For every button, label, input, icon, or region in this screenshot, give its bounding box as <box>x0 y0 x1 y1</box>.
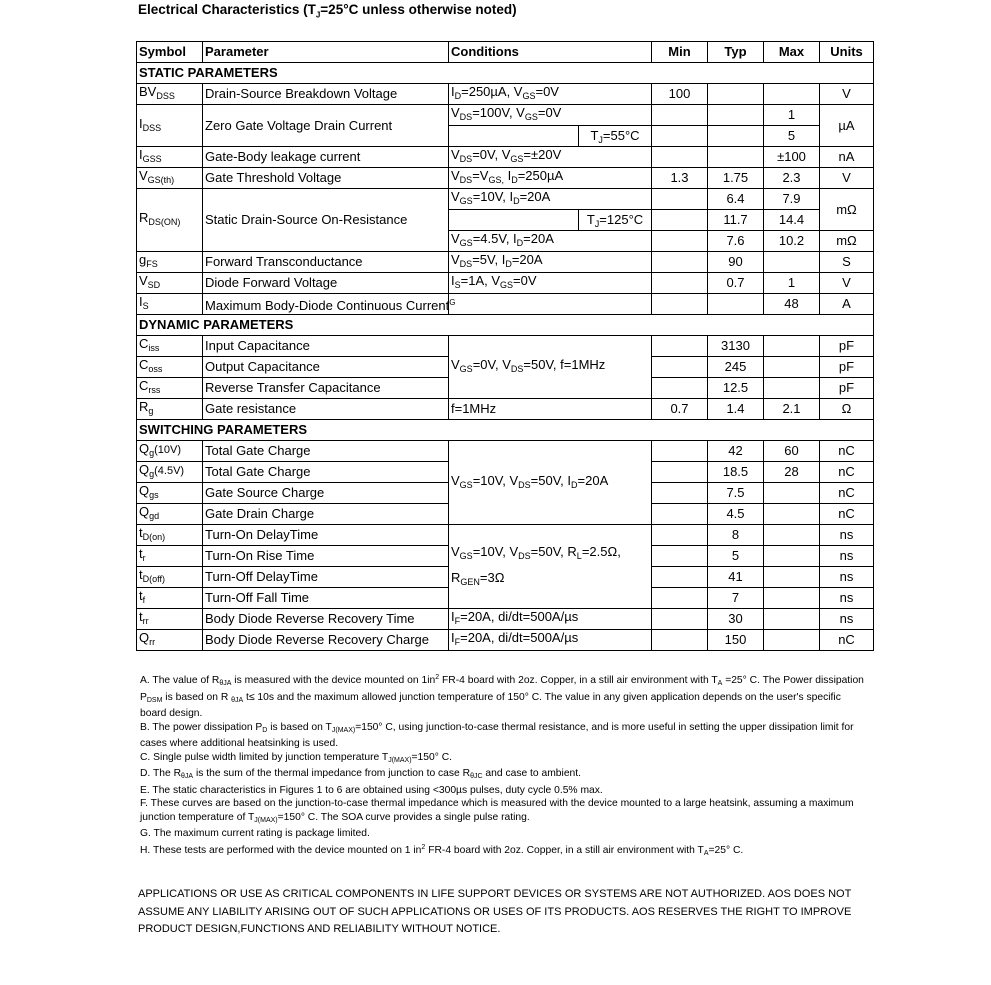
max-cell: 14.4 <box>764 210 820 231</box>
typ-cell <box>708 147 764 168</box>
min-cell <box>652 252 708 273</box>
unit-cell: ns <box>820 588 874 609</box>
min-cell: 100 <box>652 84 708 105</box>
min-cell <box>652 609 708 630</box>
parameter-cell: Drain-Source Breakdown Voltage <box>203 84 449 105</box>
conditions-cell: $I_S=1A$, $V_{GS}=0V$ <box>449 273 652 294</box>
parameter-cell: Total Gate Charge <box>203 441 449 462</box>
unit-cell: nC <box>820 630 874 651</box>
conditions-cell: $V_{DS}=V_{GS,}$ $I_D=250\mu A$ <box>449 168 652 189</box>
symbol-cell: $Q_{rr}$ <box>137 630 203 651</box>
max-cell: ±100 <box>764 147 820 168</box>
symbol-cell: $C_{rss}$ <box>137 378 203 399</box>
max-cell: 7.9 <box>764 189 820 210</box>
symbol-cell: $t_r$ <box>137 546 203 567</box>
symbol-cell: $I_{DSS}$ <box>137 105 203 147</box>
typ-cell <box>708 126 764 147</box>
parameter-cell: Body Diode Reverse Recovery Charge <box>203 630 449 651</box>
unit-cell: µA <box>820 105 874 147</box>
min-cell: 1.3 <box>652 168 708 189</box>
section-row <box>137 315 874 336</box>
conditions-cell: $I_F=20A$, di/dt=500A/µs <box>449 609 652 630</box>
max-cell: 2.3 <box>764 168 820 189</box>
typ-cell: 90 <box>708 252 764 273</box>
conditions-cell: $V_{GS}=10V$, $V_{DS}=50V$, $I_D=20A$ <box>449 441 652 525</box>
unit-cell: nC <box>820 504 874 525</box>
symbol-cell: $BV_{DSS}$ <box>137 84 203 105</box>
max-cell <box>764 252 820 273</box>
table-row <box>137 336 874 357</box>
max-cell <box>764 504 820 525</box>
unit-cell: ns <box>820 609 874 630</box>
disclaimer-text: APPLICATIONS OR USE AS CRITICAL COMPONENTS IN LIFE SUPPORT DEVICES OR SYSTEMS ARE NOT AUTHORIZED. AOS DOES NOT ASSUME ANY LIABILITY ARISING OUT OF SUCH APPLICATIONS OR USES OF ITS PRODUCTS. AOS RESERVES THE RIGHT TO IMPROVE PRODUCT DESIGN,FUNCTIONS AND RELIABILITY WITHOUT NOTICE. <box>138 888 852 935</box>
max-cell: 28 <box>764 462 820 483</box>
min-cell <box>652 630 708 651</box>
page-title: Electrical Characteristics ($T_J=25^\circ C$ unless otherwise noted) <box>138 2 517 20</box>
parameter-cell: Gate Threshold Voltage <box>203 168 449 189</box>
col-header-conditions: Conditions <box>449 42 652 63</box>
min-cell <box>652 273 708 294</box>
max-cell <box>764 630 820 651</box>
parameter-cell: Turn-Off DelayTime <box>203 567 449 588</box>
max-cell <box>764 609 820 630</box>
table-row <box>137 273 874 294</box>
min-cell <box>652 588 708 609</box>
typ-cell: 30 <box>708 609 764 630</box>
parameter-cell: Zero Gate Voltage Drain Current <box>203 105 449 147</box>
unit-cell: nC <box>820 462 874 483</box>
unit-cell: ns <box>820 567 874 588</box>
symbol-cell: $t_{D(on)}$ <box>137 525 203 546</box>
min-cell <box>652 504 708 525</box>
table-row <box>137 630 874 651</box>
symbol-cell: $C_{iss}$ <box>137 336 203 357</box>
min-cell <box>652 567 708 588</box>
section-title-dynamic: DYNAMIC PARAMETERS <box>137 315 874 336</box>
max-cell <box>764 84 820 105</box>
footnote: B. The power dissipation $P_D$ is based on $T_{J(MAX)}=150^\circ$ C, using junction-to-case thermal resistance, and is more useful in setting the upper dissipation limit for cases where additional heatsinking is used. <box>140 721 854 749</box>
col-header-min: Min <box>652 42 708 63</box>
unit-cell: nC <box>820 441 874 462</box>
unit-cell: nA <box>820 147 874 168</box>
symbol-cell: $R_{DS(ON)}$ <box>137 189 203 252</box>
min-cell <box>652 126 708 147</box>
conditions-cell <box>449 126 652 147</box>
conditions-cell <box>449 210 652 231</box>
symbol-cell: $C_{oss}$ <box>137 357 203 378</box>
footnote: F. These curves are based on the junction-to-case thermal impedance which is measured with the device mounted to a large heatsink, assuming a maximum junction temperature of $T_{J(MAX)}=150^\circ$ C. The SOA curve provides a single pulse rating. <box>140 798 854 824</box>
footnote: G. The maximum current rating is package limited. <box>140 828 370 839</box>
max-cell: 48 <box>764 294 820 315</box>
typ-cell: 7.6 <box>708 231 764 252</box>
unit-cell: V <box>820 84 874 105</box>
symbol-cell: $t_f$ <box>137 588 203 609</box>
max-cell: 5 <box>764 126 820 147</box>
unit-cell: pF <box>820 378 874 399</box>
unit-cell: S <box>820 252 874 273</box>
conditions-cell: $V_{GS}=0V$, $V_{DS}=50V$, f=1MHz <box>449 336 652 399</box>
parameter-cell: Body Diode Reverse Recovery Time <box>203 609 449 630</box>
conditions-cell: $V_{DS}=100V$, $V_{GS}=0V$ <box>449 105 652 126</box>
symbol-cell: $Q_{gd}$ <box>137 504 203 525</box>
footnote: E. The static characteristics in Figures 1 to 6 are obtained using <300µs pulses, duty cycle 0.5% max. <box>140 784 603 796</box>
max-cell: 1 <box>764 105 820 126</box>
conditions-cell: $V_{DS}=0V$, $V_{GS}=\pm 20V$ <box>449 147 652 168</box>
parameter-cell: Gate Source Charge <box>203 483 449 504</box>
typ-cell <box>708 105 764 126</box>
unit-cell: nC <box>820 483 874 504</box>
typ-cell: 42 <box>708 441 764 462</box>
conditions-cell: f=1MHz <box>449 399 652 420</box>
parameter-cell: Gate Drain Charge <box>203 504 449 525</box>
min-cell <box>652 294 708 315</box>
symbol-cell: $V_{SD}$ <box>137 273 203 294</box>
typ-cell: 150 <box>708 630 764 651</box>
electrical-characteristics-table <box>136 41 874 651</box>
section-row <box>137 420 874 441</box>
typ-cell: 7 <box>708 588 764 609</box>
max-cell: 10.2 <box>764 231 820 252</box>
parameter-cell: Static Drain-Source On-Resistance <box>203 189 449 252</box>
min-cell: 0.7 <box>652 399 708 420</box>
parameter-cell: Total Gate Charge <box>203 462 449 483</box>
col-header-parameter: Parameter <box>203 42 449 63</box>
parameter-cell: Maximum Body-Diode Continuous Current$^G$ <box>203 294 449 315</box>
parameter-cell: Input Capacitance <box>203 336 449 357</box>
conditions-cell: $V_{GS}=4.5V$, $I_D=20A$ <box>449 231 652 252</box>
min-cell <box>652 378 708 399</box>
symbol-cell: $R_g$ <box>137 399 203 420</box>
max-cell <box>764 567 820 588</box>
typ-cell: 3130 <box>708 336 764 357</box>
unit-cell: pF <box>820 357 874 378</box>
typ-cell <box>708 84 764 105</box>
conditions-cell: $V_{GS}=10V$, $I_D=20A$ <box>449 189 652 210</box>
parameter-cell: Forward Transconductance <box>203 252 449 273</box>
parameter-cell: Reverse Transfer Capacitance <box>203 378 449 399</box>
section-row <box>137 63 874 84</box>
unit-cell: ns <box>820 546 874 567</box>
parameter-cell: Turn-On Rise Time <box>203 546 449 567</box>
col-header-typ: Typ <box>708 42 764 63</box>
min-cell <box>652 462 708 483</box>
conditions-cell: $I_F=20A$, di/dt=500A/µs <box>449 630 652 651</box>
unit-cell: mΩ <box>820 189 874 231</box>
max-cell: 60 <box>764 441 820 462</box>
typ-cell: 18.5 <box>708 462 764 483</box>
footnote: A. The value of $R_{\theta JA}$ is measured with the device mounted on $1in^2$ FR-4 board with 2oz. Copper, in a still air environment with $T_A =25^\circ$ C. The Power dissipation $P_{DSM}$ is based on R $_{\theta JA}$ t≤ 10s and the maximum allowed junction temperature of 150° C. The value in any given application depends on the user's specific board design. <box>140 674 864 719</box>
min-cell <box>652 336 708 357</box>
symbol-cell: $I_S$ <box>137 294 203 315</box>
min-cell <box>652 357 708 378</box>
min-cell <box>652 210 708 231</box>
symbol-cell: $t_{rr}$ <box>137 609 203 630</box>
symbol-cell: $I_{GSS}$ <box>137 147 203 168</box>
footnote: D. The $R_{\theta JA}$ is the sum of the thermal impedance from junction to case $R_{\theta JC}$ and case to ambient. <box>140 768 582 780</box>
typ-cell: 0.7 <box>708 273 764 294</box>
footnote: H. These tests are performed with the device mounted on 1 $in^2$ FR-4 board with 2oz. Copper, in a still air environment with $T_A=25^\circ$ C. <box>140 843 744 857</box>
table-row <box>137 525 874 546</box>
table-row <box>137 105 874 126</box>
typ-cell: 245 <box>708 357 764 378</box>
max-cell <box>764 525 820 546</box>
symbol-cell: $Q_{gs}$ <box>137 483 203 504</box>
max-cell <box>764 483 820 504</box>
temperature-condition: $T_J=55^\circ C$ <box>578 125 651 146</box>
parameter-cell: Output Capacitance <box>203 357 449 378</box>
unit-cell: ns <box>820 525 874 546</box>
max-cell <box>764 336 820 357</box>
unit-cell: mΩ <box>820 231 874 252</box>
temperature-condition: $T_J=125^\circ C$ <box>578 209 651 230</box>
table-header-row <box>137 42 874 63</box>
unit-cell: V <box>820 273 874 294</box>
min-cell <box>652 525 708 546</box>
typ-cell: 12.5 <box>708 378 764 399</box>
unit-cell: pF <box>820 336 874 357</box>
table-row <box>137 84 874 105</box>
max-cell <box>764 357 820 378</box>
max-cell: 1 <box>764 273 820 294</box>
typ-cell: 4.5 <box>708 504 764 525</box>
typ-cell: 1.75 <box>708 168 764 189</box>
conditions-cell: $V_{DS}=5V$, $I_D=20A$ <box>449 252 652 273</box>
typ-cell <box>708 294 764 315</box>
min-cell <box>652 189 708 210</box>
table-row <box>137 168 874 189</box>
parameter-cell: Gate-Body leakage current <box>203 147 449 168</box>
symbol-cell: $Q_g(4.5V)$ <box>137 462 203 483</box>
typ-cell: 8 <box>708 525 764 546</box>
table-row <box>137 609 874 630</box>
table-row <box>137 147 874 168</box>
min-cell <box>652 546 708 567</box>
symbol-cell: $V_{GS(th)}$ <box>137 168 203 189</box>
max-cell <box>764 546 820 567</box>
parameter-cell: Turn-On DelayTime <box>203 525 449 546</box>
table-row <box>137 252 874 273</box>
typ-cell: 11.7 <box>708 210 764 231</box>
max-cell: 2.1 <box>764 399 820 420</box>
conditions-cell: $V_{GS}=10V$, $V_{DS}=50V$, $R_L=2.5\Omega$, $R_{GEN}=3\Omega$ <box>449 525 652 609</box>
min-cell <box>652 147 708 168</box>
max-cell <box>764 378 820 399</box>
typ-cell: 6.4 <box>708 189 764 210</box>
conditions-cell: $I_D=250\mu A$, $V_{GS}=0V$ <box>449 84 652 105</box>
table-row <box>137 189 874 210</box>
unit-cell: A <box>820 294 874 315</box>
footnotes <box>140 671 870 860</box>
col-header-max: Max <box>764 42 820 63</box>
typ-cell: 7.5 <box>708 483 764 504</box>
typ-cell: 1.4 <box>708 399 764 420</box>
symbol-cell: $g_{FS}$ <box>137 252 203 273</box>
symbol-cell: $t_{D(off)}$ <box>137 567 203 588</box>
col-header-symbol: Symbol <box>137 42 203 63</box>
min-cell <box>652 231 708 252</box>
min-cell <box>652 483 708 504</box>
footnote: C. Single pulse width limited by junction temperature $T_{J(MAX)}=150^\circ$ C. <box>140 751 453 764</box>
col-header-units: Units <box>820 42 874 63</box>
parameter-cell: Gate resistance <box>203 399 449 420</box>
unit-cell: V <box>820 168 874 189</box>
typ-cell: 5 <box>708 546 764 567</box>
section-title-switching: SWITCHING PARAMETERS <box>137 420 874 441</box>
min-cell <box>652 441 708 462</box>
unit-cell: Ω <box>820 399 874 420</box>
min-cell <box>652 105 708 126</box>
table-row <box>137 294 874 315</box>
parameter-cell: Turn-Off Fall Time <box>203 588 449 609</box>
conditions-cell <box>449 294 652 315</box>
symbol-cell: $Q_g(10V)$ <box>137 441 203 462</box>
typ-cell: 41 <box>708 567 764 588</box>
table-row <box>137 441 874 462</box>
section-title-static: STATIC PARAMETERS <box>137 63 874 84</box>
parameter-cell: Diode Forward Voltage <box>203 273 449 294</box>
max-cell <box>764 588 820 609</box>
table-row <box>137 399 874 420</box>
